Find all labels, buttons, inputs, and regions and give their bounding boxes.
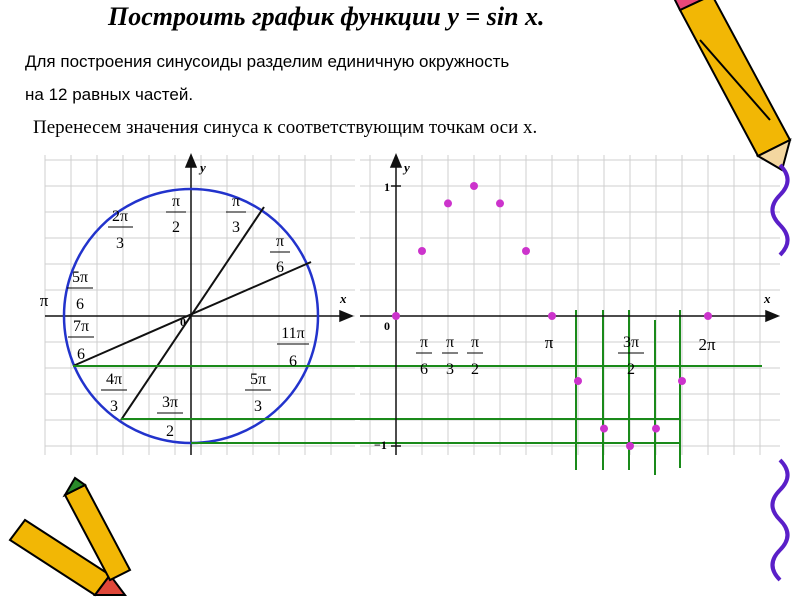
sine-point — [418, 247, 426, 255]
right-x-label: x — [764, 291, 771, 306]
svg-text:7π: 7π — [72, 318, 90, 335]
sine-point — [626, 442, 634, 450]
sine-point — [522, 247, 530, 255]
right-one-label: 1 — [384, 180, 390, 194]
sine-point — [444, 199, 452, 207]
svg-text:6: 6 — [420, 361, 428, 378]
left-x-label: x — [340, 291, 347, 306]
sine-point — [470, 182, 478, 190]
svg-text:6: 6 — [276, 259, 284, 276]
svg-text:3: 3 — [116, 235, 124, 252]
sine-point — [574, 377, 582, 385]
svg-text:3π: 3π — [161, 394, 179, 411]
right-origin-label: 0 — [384, 319, 390, 333]
svg-text:2: 2 — [166, 423, 174, 440]
axis-label-2pi: 2π — [698, 335, 716, 354]
sine-point — [496, 199, 504, 207]
axis-label-pi: π — [544, 333, 554, 352]
svg-text:3: 3 — [254, 398, 262, 415]
svg-text:π: π — [445, 334, 455, 351]
sine-point — [600, 425, 608, 433]
right-minus-one-label: −1 — [374, 438, 387, 452]
svg-text:5π: 5π — [71, 269, 89, 286]
pencil-top-right-icon — [672, 0, 790, 170]
svg-text:π: π — [171, 193, 181, 210]
sine-point — [678, 377, 686, 385]
svg-text:2: 2 — [471, 361, 479, 378]
sine-point — [652, 425, 660, 433]
svg-text:π: π — [231, 193, 241, 210]
right-y-label: y — [404, 160, 410, 175]
svg-text:3: 3 — [446, 361, 454, 378]
svg-text:11π: 11π — [281, 325, 305, 342]
circle-label-pi: π — [39, 291, 49, 310]
page-title: Построить график функции y = sin x. — [108, 2, 545, 31]
paragraph-3: Перенесем значения синуса к соответствующим точкам оси х. — [33, 117, 538, 138]
svg-text:3: 3 — [110, 398, 118, 415]
paragraph-2: на 12 равных частей. — [25, 85, 194, 104]
svg-text:3: 3 — [232, 219, 240, 236]
left-origin-label: 0 — [180, 315, 186, 329]
svg-text:π: π — [470, 334, 480, 351]
left-y-label: y — [200, 160, 206, 175]
svg-text:5π: 5π — [249, 371, 267, 388]
grid — [45, 155, 780, 455]
crayons-bottom-left-icon — [10, 478, 130, 595]
paragraph-1: Для построения синусоиды разделим единичную окружность — [25, 52, 510, 71]
svg-text:6: 6 — [77, 346, 85, 363]
svg-text:6: 6 — [289, 353, 297, 370]
svg-text:π: π — [275, 233, 285, 250]
svg-text:π: π — [419, 334, 429, 351]
svg-text:6: 6 — [76, 296, 84, 313]
svg-text:2: 2 — [172, 219, 180, 236]
svg-text:2π: 2π — [111, 208, 129, 225]
svg-text:4π: 4π — [105, 371, 123, 388]
svg-text:2: 2 — [627, 361, 635, 378]
sine-point — [392, 312, 400, 320]
sine-point — [548, 312, 556, 320]
sine-point — [704, 312, 712, 320]
svg-text:3π: 3π — [622, 334, 640, 351]
